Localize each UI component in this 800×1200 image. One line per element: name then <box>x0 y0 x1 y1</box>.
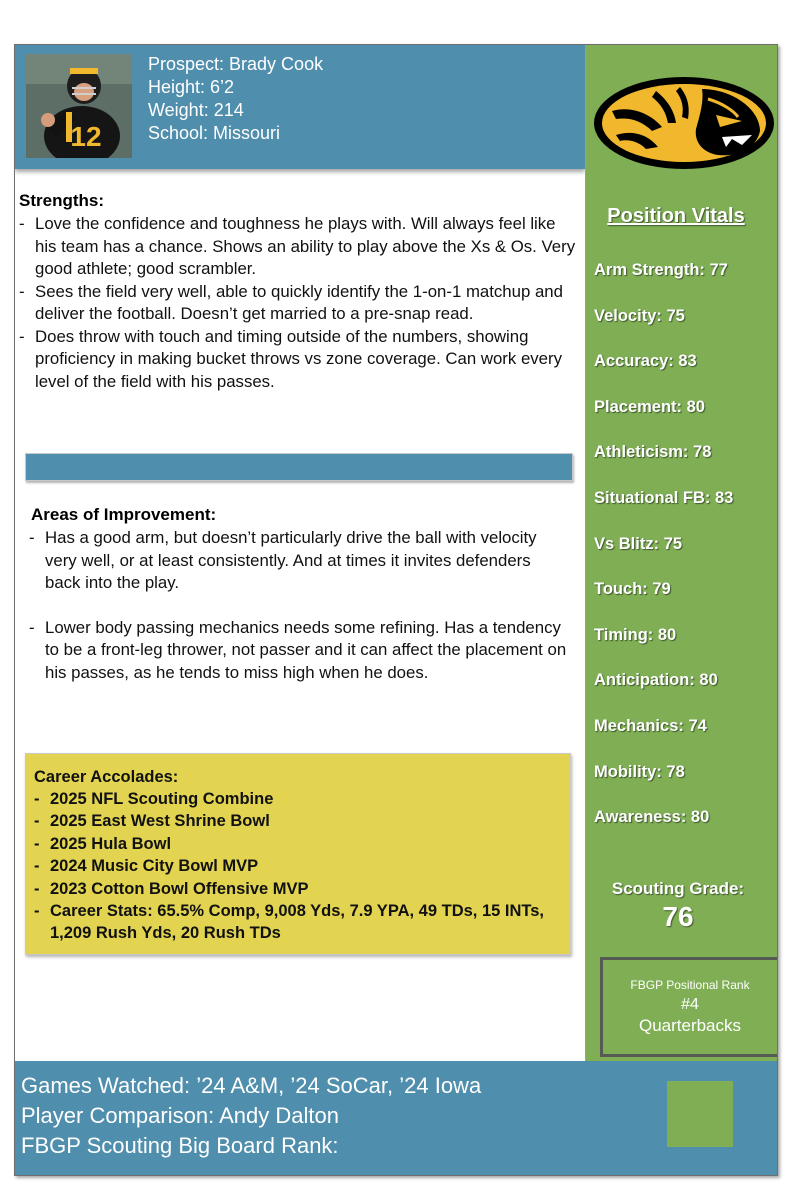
footer-bar <box>15 1061 777 1175</box>
positional-rank-number: #4 <box>681 996 699 1013</box>
vital-awareness: Awareness: 80 <box>594 808 710 827</box>
vital-touch: Touch: 79 <box>594 580 671 599</box>
section-divider-bar <box>25 453 573 481</box>
footer-text <box>21 1071 481 1161</box>
svg-text:12: 12 <box>70 121 102 152</box>
vital-velocity: Velocity: 75 <box>594 306 685 325</box>
improvement-title: Areas of Improvement: <box>31 505 217 524</box>
vital-athleticism: Athleticism: 78 <box>594 443 712 462</box>
accolade-item: - 2025 East West Shrine Bowl <box>34 810 570 832</box>
big-board-rank-box <box>667 1081 733 1147</box>
accolade-item: - 2025 Hula Bowl <box>34 833 570 855</box>
header-bar <box>15 45 585 169</box>
prospect-weight: Weight: 214 <box>148 100 244 120</box>
position-vitals-sidebar <box>585 45 778 1061</box>
improvement-item: - Lower body passing mechanics needs some refining. Has a tendency to be a front-leg thrower, not passer and it can affect the placement on his passes, as he tends to miss high when he does. <box>29 617 569 685</box>
vital-mechanics: Mechanics: 74 <box>594 716 707 735</box>
strength-item: - Love the confidence and toughness he plays with. Will always feel like his team has a chance. Shows an ability to play above the Xs & Os. Very good athlete; good scrambler. <box>19 213 579 281</box>
accolade-item: - 2024 Music City Bowl MVP <box>34 855 570 877</box>
accolade-item: - 2023 Cotton Bowl Offensive MVP <box>34 878 570 900</box>
prospect-name: Prospect: Brady Cook <box>148 54 324 74</box>
scouting-card <box>14 44 778 1176</box>
accolade-item: - Career Stats: 65.5% Comp, 9,008 Yds, 7.9 YPA, 49 TDs, 15 INTs, 1,209 Rush Yds, 20 Rush TDs <box>34 900 570 945</box>
games-watched: Games Watched: ’24 A&M, ’24 SoCar, ’24 Iowa <box>21 1073 482 1098</box>
vital-situational-fb: Situational FB: 83 <box>594 488 734 507</box>
improvement-item: - Has a good arm, but doesn’t particularly drive the ball with velocity very well, or at least consistently. And at times it invites defenders back into the play. <box>29 527 569 595</box>
vital-placement: Placement: 80 <box>594 397 705 416</box>
player-photo-image <box>26 54 132 158</box>
strength-item: - Sees the field very well, able to quickly identify the 1-on-1 matchup and deliver the football. Doesn’t get married to a pre-snap read. <box>19 281 579 326</box>
player-comparison: Player Comparison: Andy Dalton <box>21 1103 339 1128</box>
improvement-section <box>29 505 569 684</box>
improvement-list <box>29 527 569 684</box>
strengths-title: Strengths: <box>19 191 104 210</box>
strength-item: - Does throw with touch and timing outside of the numbers, showing proficiency in making bucket throws vs zone coverage. Can work every level of the field with his passes. <box>19 326 579 394</box>
vital-accuracy: Accuracy: 83 <box>594 352 697 371</box>
vital-arm-strength: Arm Strength: 77 <box>594 261 728 279</box>
position-vitals-title: Position Vitals <box>607 205 745 227</box>
vital-vs-blitz: Vs Blitz: 75 <box>594 534 683 553</box>
strengths-list <box>19 213 579 393</box>
strengths-section <box>19 191 579 393</box>
positional-rank-position: Quarterbacks <box>638 1016 742 1035</box>
vital-timing: Timing: 80 <box>594 625 677 644</box>
big-board-rank: FBGP Scouting Big Board Rank: <box>21 1133 339 1158</box>
missouri-tiger-logo <box>592 75 776 171</box>
accolades-title: Career Accolades: <box>34 768 179 786</box>
positional-rank-box <box>600 957 778 1057</box>
vitals-list <box>594 261 733 854</box>
prospect-school: School: Missouri <box>148 123 281 143</box>
accolades-list <box>34 788 570 945</box>
career-accolades-box <box>25 753 571 955</box>
scouting-grade-value: 76 <box>662 901 694 932</box>
prospect-height: Height: 6’2 <box>148 77 235 97</box>
vital-mobility: Mobility: 78 <box>594 762 685 781</box>
scouting-grade-label: Scouting Grade: <box>611 879 745 898</box>
player-info <box>148 53 323 145</box>
player-photo <box>26 54 132 158</box>
positional-rank-label: FBGP Positional Rank <box>630 978 750 992</box>
accolade-item: - 2025 NFL Scouting Combine <box>34 788 570 810</box>
vital-anticipation: Anticipation: 80 <box>594 671 718 690</box>
